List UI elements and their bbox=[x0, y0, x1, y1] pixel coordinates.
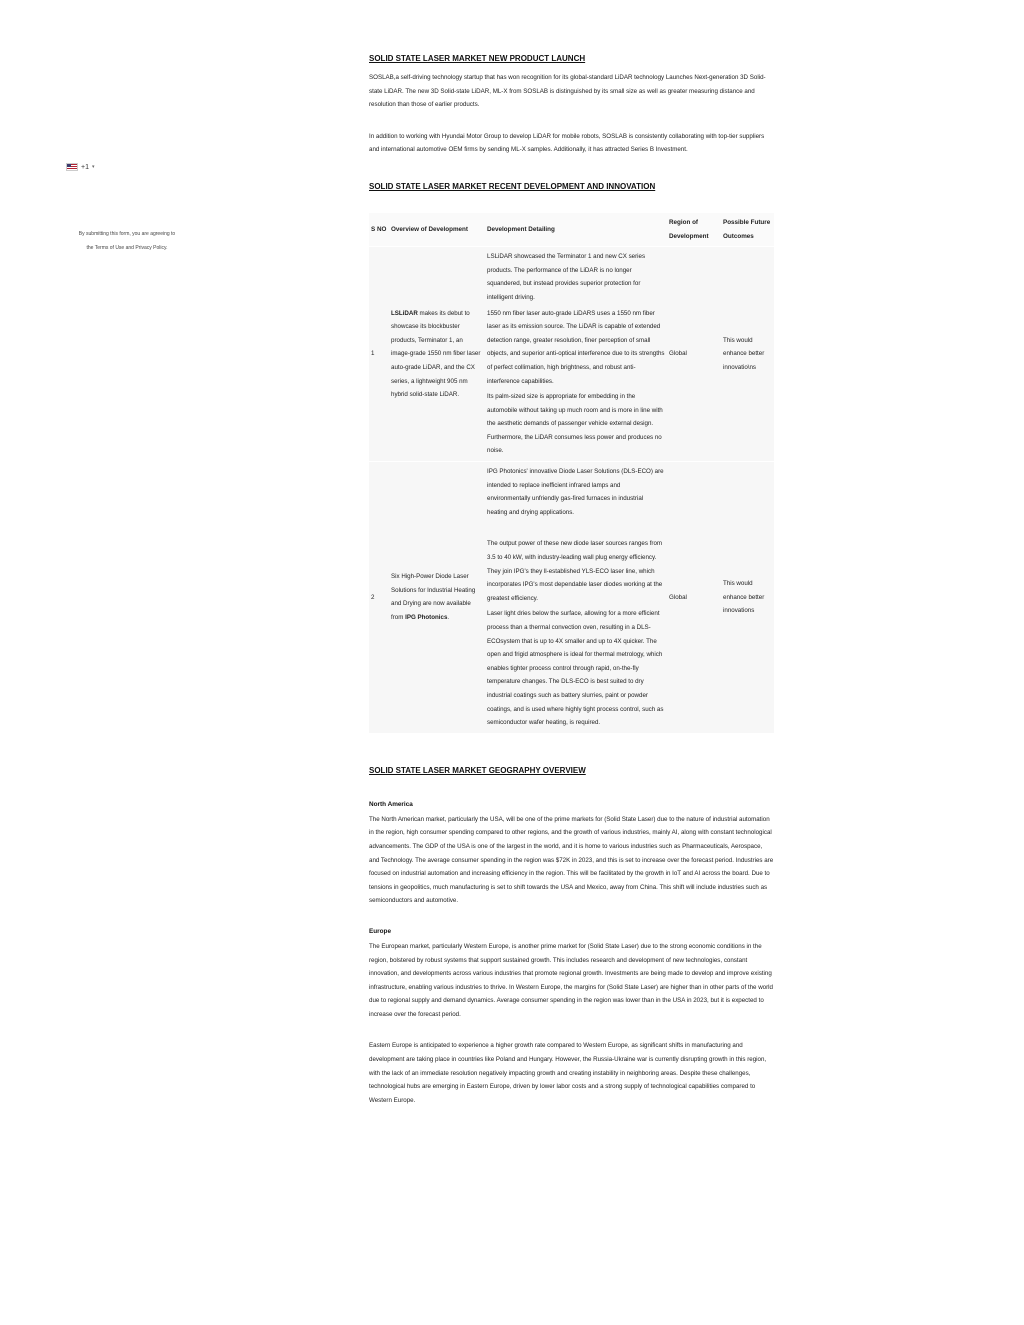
phone-prefix: +1 bbox=[81, 163, 89, 171]
launch-heading: SOLID STATE LASER MARKET NEW PRODUCT LAUNCH bbox=[369, 54, 586, 63]
europe-text: The European market, particularly Western Europe, is another prime market for (Solid State Laser) due to the strong economic conditions in the region, bolstered by robust systems that support sustained growth. This includes research and development of new technologies, constant innovation, and developments across various industries that promote regional growth. Investments are being made to develop and improve existing infrastructure, enabling various industries to thrive. In Western Europe, the margins for (Solid State Laser) are higher than in other parts of the world due to regional supply and demand dynamics. Average consumer spending in the region was lower than in the USA in 2023, but it is expected to increase over the forecast period. bbox=[369, 942, 773, 1018]
launch-paragraph-2: In addition to working with Hyundai Motor Group to develop LiDAR for mobile robots, SOSLAB is consistently collaborating with top-tier suppliers and international automotive OEM firms by sending ML-X samples. Additionally, it has attracted Series B Investment. bbox=[369, 132, 765, 154]
geography-heading: SOLID STATE LASER MARKET GEOGRAPHY OVERVIEW bbox=[369, 765, 586, 775]
table-row bbox=[369, 462, 774, 733]
row-outcome: This would enhance better innovatio\ns bbox=[721, 247, 774, 462]
row-sno: 2 bbox=[369, 462, 389, 733]
development-table bbox=[369, 213, 774, 733]
column-header-sno: S NO bbox=[369, 213, 389, 247]
column-header-outcomes: Possible Future Outcomes bbox=[721, 213, 774, 247]
consent-line-2: the Terms of Use and Privacy Policy. bbox=[86, 244, 168, 251]
row-detailing bbox=[485, 247, 667, 462]
detail-paragraph: LSLiDAR showcased the Terminator 1 and new CX series products. The performance of the LiDAR is no longer squandered, but instead provides superior protection for intelligent driving. bbox=[487, 253, 646, 301]
development-heading: SOLID STATE LASER MARKET RECENT DEVELOPMENT AND INNOVATION bbox=[369, 181, 656, 191]
detail-paragraph: Its palm-sized size is appropriate for embedding in the automobile without taking up much room and is more in line with the aesthetic demands of passenger vehicle external design. Furthermore, the LiDAR consumes less power and produces no noise. bbox=[487, 393, 663, 455]
consent-notice bbox=[66, 228, 188, 255]
main-content bbox=[369, 53, 774, 1107]
row-detailing bbox=[485, 462, 667, 733]
column-header-detailing: Development Detailing bbox=[485, 213, 667, 247]
us-flag-icon bbox=[66, 163, 78, 171]
overview-suffix: . bbox=[447, 614, 450, 621]
detail-paragraph: IPG Photonics' innovative Diode Laser Solutions (DLS-ECO) are intended to replace inefficient infrared lamps and environmentally unfriendly gas-fired furnaces in industrial heating and drying applications. bbox=[487, 468, 664, 516]
row-region: Global bbox=[667, 462, 721, 733]
company-name: IPG Photonics bbox=[405, 614, 448, 621]
phone-country-selector[interactable] bbox=[66, 161, 95, 173]
row-region: Global bbox=[667, 247, 721, 462]
consent-line-1: By submitting this form, you are agreeing to bbox=[78, 231, 176, 237]
europe-title: Europe bbox=[369, 927, 392, 935]
north-america-text: The North American market, particularly the USA, will be one of the prime markets for (Solid State Laser) due to the nature of industrial automation in the region, high consumer spending compared to other regions, and the growth of various industries, mainly AI, along with constant technological advancements. The GDP of the USA is one of the largest in the world, and it is home to various industries such as Pharmaceuticals, Aerospace, and Technology. The average consumer spending in the region was $72K in 2023, and this is set to increase over the forecast period. Industries are focused on industrial automation and increasing efficiency in the region. This will be facilitated by the growth in IoT and AI across the board. Due to tensions in geopolitics, much manufacturing is set to shift towards the USA and Mexico, away from China. This shift will include industries such as semiconductors and automotive. bbox=[369, 815, 774, 905]
chevron-down-icon: ▾ bbox=[91, 164, 95, 170]
column-header-overview: Overview of Development bbox=[389, 213, 485, 247]
row-sno: 1 bbox=[369, 247, 389, 462]
north-america-title: North America bbox=[369, 800, 413, 808]
column-header-region: Region of Development bbox=[667, 213, 721, 247]
eastern-europe-text: Eastern Europe is anticipated to experience a higher growth rate compared to Western Europe, as significant shifts in manufacturing and development are taking place in countries like Poland and Hungary. However, the Russia-Ukraine war is currently disrupting growth in this region, with the lack of an immediate resolution negatively impacting growth and creating instability in neighboring areas. Despite these challenges, technological hubs are emerging in Eastern Europe, driven by lower labor costs and a strong supply of technological capabilities compared to Western Europe. bbox=[369, 1042, 767, 1104]
row-outcome: This would enhance better innovations bbox=[721, 462, 774, 733]
overview-text: makes its debut to showcase its blockbuster products, Terminator 1, an image-grade 1550 nm fiber laser auto-grade LiDAR, and the CX series, a lightweight 905 nm hybrid solid-state LiDAR. bbox=[391, 309, 481, 399]
table-header-row bbox=[369, 213, 774, 247]
overview-text: Six High-Power Diode Laser Solutions for Industrial Heating and Drying are now available from bbox=[391, 573, 476, 621]
row-overview bbox=[389, 247, 485, 462]
detail-paragraph: The output power of these new diode laser sources ranges from 3.5 to 40 kW, with industry-leading wall plug energy efficiency. They join IPG's they ll-established YLS-ECO laser line, which incorporates IPG's most dependable laser diodes working at the greatest efficiency. bbox=[487, 540, 663, 602]
row-overview bbox=[389, 462, 485, 733]
table-row bbox=[369, 247, 774, 462]
company-name: LSLiDAR bbox=[391, 309, 418, 317]
detail-paragraph: 1550 nm fiber laser auto-grade LiDARS uses a 1550 nm fiber laser as its emission source. The LiDAR is capable of extended detection range, greater resolution, finer perception of small objects, and superior anti-optical interference due to its strengths of perfect collimation, high brightness, and robust anti-interference capabilities. bbox=[487, 309, 665, 385]
detail-paragraph: Laser light dries below the surface, allowing for a more efficient process than a thermal convection oven, resulting in a DLS-ECOsystem that is up to 4X smaller and up to 4X quicker. The open and frigid atmosphere is ideal for thermal metrology, which enables tighter process control through rapid, on-the-fly temperature changes. The DLS-ECO is best suited to dry industrial coatings such as battery slurries, paint or powder coatings, and is used where highly tight process control, such as semiconductor wafer heating, is required. bbox=[487, 610, 664, 727]
launch-paragraph-1: SOSLAB,a self-driving technology startup that has won recognition for its global-standard LiDAR technology Launches Next-generation 3D Solid-state LiDAR. The new 3D Solid-state LiDAR, ML-X from SOSLAB is distinguished by its small size as well as greater measuring distance and resolution than those of earlier products. bbox=[369, 74, 766, 109]
